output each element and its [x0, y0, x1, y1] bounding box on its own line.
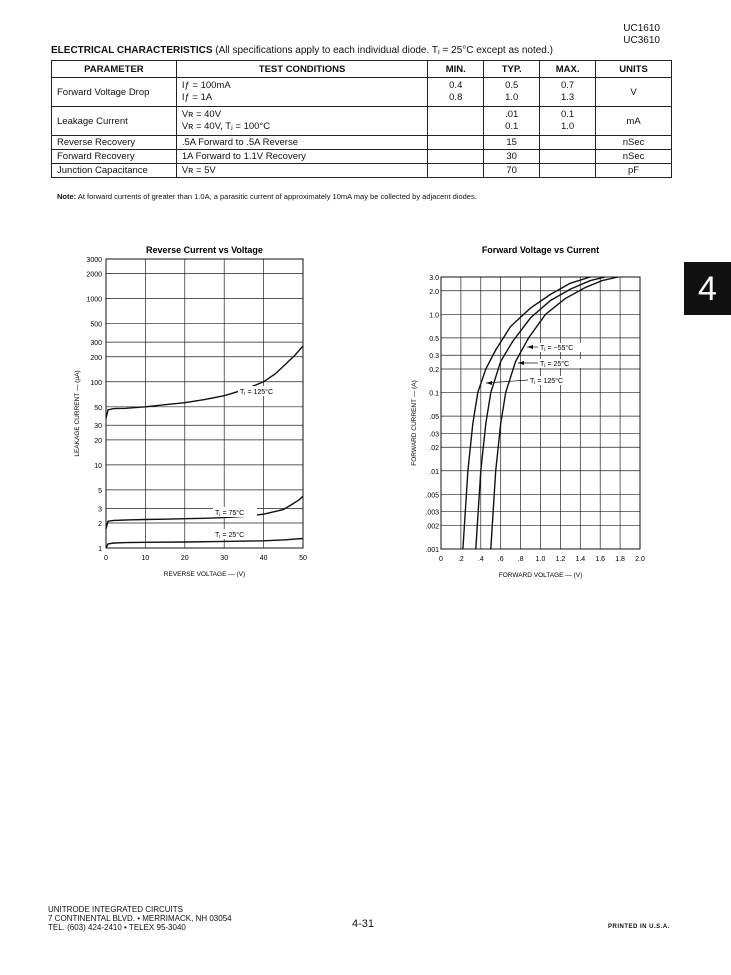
value-line: 0.8 — [449, 92, 463, 103]
condition-line: Vʀ = 40V, Tⱼ = 100°C — [181, 121, 271, 132]
reverse-chart-y-tick-label: 1 — [98, 546, 102, 553]
forward-chart-x-tick-label: .4 — [477, 556, 484, 563]
typ-cell: 30 — [484, 150, 540, 164]
conditions-cell: Vʀ = 5V — [176, 164, 427, 178]
forward-chart-y-tick-label: 1.0 — [429, 312, 439, 320]
reverse-chart-y-tick-label: 2 — [98, 520, 102, 528]
typ-cell — [484, 78, 540, 107]
forward-chart-arrow — [527, 345, 533, 349]
part-number-1: UC1610 — [623, 23, 660, 34]
reverse-chart-frame — [106, 259, 303, 548]
heading-bold: ELECTRICAL CHARACTERISTICS — [51, 45, 213, 56]
value-line: .01 — [505, 109, 519, 120]
part-numbers — [623, 23, 660, 47]
typ-cell — [484, 107, 540, 136]
reverse-chart-y-axis-label: LEAKAGE CURRENT — (µA) — [74, 370, 81, 457]
reverse-chart-y-tick-label: 2000 — [86, 271, 102, 279]
heading-rest: (All specifications apply to each individual diode. Tⱼ = 25°C except as noted.) — [212, 45, 553, 56]
forward-chart-arrow — [518, 361, 524, 365]
table-row — [52, 136, 672, 150]
reverse-chart-y-tick-label: 300 — [90, 340, 102, 348]
min-cell — [428, 107, 484, 136]
forward-chart-x-tick-label: .6 — [497, 556, 504, 563]
units-cell: nSec — [596, 136, 672, 150]
forward-chart-y-tick-label: 0.5 — [429, 335, 439, 343]
column-header: MIN. — [428, 61, 484, 78]
forward-chart-y-axis-label: FORWARD CURRENT — (A) — [411, 380, 418, 466]
column-header: MAX. — [540, 61, 596, 78]
forward-chart-y-tick-label: .02 — [429, 445, 439, 453]
typ-cell: 15 — [484, 136, 540, 150]
typ-cell: 70 — [484, 164, 540, 178]
parameter-cell: Junction Capacitance — [52, 164, 177, 178]
units-cell: V — [596, 78, 672, 107]
column-header: TYP. — [484, 61, 540, 78]
table-row — [52, 107, 672, 136]
forward-chart-label-leader — [486, 380, 528, 383]
reverse-chart-y-tick-label: 1000 — [86, 296, 102, 304]
forward-chart-x-tick-label: .8 — [517, 556, 524, 563]
table-row — [52, 150, 672, 164]
value-line: 0.4 — [449, 80, 463, 91]
forward-chart-y-tick-label: .002 — [425, 523, 439, 531]
forward-chart-series-label: Tⱼ = 125°C — [530, 378, 564, 385]
printed-in: PRINTED IN U.S.A. — [608, 924, 670, 930]
reverse-chart-x-tick-label: 40 — [259, 555, 268, 562]
reverse-chart-series-line — [106, 496, 303, 529]
reverse-chart-y-tick-label: 5 — [98, 487, 102, 495]
conditions-cell — [176, 78, 427, 107]
reverse-chart-y-tick-label: 100 — [90, 379, 102, 387]
condition-line: Iƒ = 100mA — [181, 80, 231, 91]
conditions-cell — [176, 107, 427, 136]
note-text: At forward currents of greater than 1.0A, a parasitic current of approximately 10mA may be collected by adjacent diodes. — [76, 192, 477, 201]
value-line: 1.0 — [505, 92, 519, 103]
footer-company — [48, 905, 232, 932]
forward-chart-x-tick-label: 1.6 — [595, 556, 606, 563]
section-heading — [51, 45, 553, 56]
condition-line: Iƒ = 1A — [181, 92, 213, 103]
forward-chart-series-label: Tⱼ = −55°C — [540, 345, 574, 352]
parameter-cell: Reverse Recovery — [52, 136, 177, 150]
reverse-chart-y-tick-label: 20 — [94, 437, 102, 445]
conditions-cell: .5A Forward to .5A Reverse — [176, 136, 427, 150]
condition-line: Vʀ = 40V — [181, 109, 222, 120]
forward-chart-x-tick-label: 1.4 — [575, 556, 586, 563]
table-row — [52, 164, 672, 178]
column-header: TEST CONDITIONS — [176, 61, 427, 78]
forward-chart-x-tick-label: 1.2 — [555, 556, 566, 563]
reverse-chart-y-tick-label: 500 — [90, 321, 102, 329]
parameter-cell: Forward Voltage Drop — [52, 78, 177, 107]
note-label: Note: — [57, 192, 77, 201]
forward-chart-series-label: Tⱼ = 25°C — [540, 361, 570, 368]
reverse-chart-x-tick-label: 0 — [104, 555, 108, 562]
units-cell: nSec — [596, 150, 672, 164]
forward-chart-y-tick-label: 0.1 — [429, 390, 439, 398]
footer-line: TEL. (603) 424-2410 • TELEX 95-3040 — [48, 923, 186, 932]
value-line: 0.1 — [505, 121, 519, 132]
forward-chart-arrow — [486, 381, 492, 385]
reverse-chart-y-tick-label: 3 — [98, 506, 102, 514]
value-line: 0.1 — [561, 109, 575, 120]
reverse-chart-x-axis-label: REVERSE VOLTAGE — (V) — [163, 571, 246, 578]
reverse-chart-y-tick-label: 30 — [94, 423, 102, 431]
forward-chart-x-tick-label: 2.0 — [635, 556, 645, 563]
conditions-cell: 1A Forward to 1.1V Recovery — [176, 150, 427, 164]
value-line: 0.7 — [561, 80, 575, 91]
reverse-chart-y-tick-label: 10 — [94, 462, 102, 470]
footer-line: 7 CONTINENTAL BLVD. • MERRIMACK, NH 03054 — [48, 914, 232, 923]
forward-chart-title: Forward Voltage vs Current — [481, 245, 600, 255]
min-cell — [428, 136, 484, 150]
units-cell: pF — [596, 164, 672, 178]
section-tab: 4 — [684, 262, 731, 315]
forward-chart-y-tick-label: 3.0 — [429, 275, 439, 282]
forward-chart-series-line — [491, 277, 618, 549]
reverse-chart-series-label: Tⱼ = 75°C — [215, 510, 245, 517]
parameter-cell: Forward Recovery — [52, 150, 177, 164]
forward-chart-y-tick-label: 0.2 — [429, 367, 439, 375]
forward-chart-y-tick-label: .001 — [425, 547, 439, 554]
forward-chart-x-tick-label: 1.0 — [535, 556, 546, 563]
reverse-chart-series-label: Tⱼ = 125°C — [240, 389, 274, 396]
reverse-chart-x-tick-label: 20 — [180, 555, 189, 562]
min-cell — [428, 164, 484, 178]
value-line: 0.5 — [505, 80, 519, 91]
reverse-chart-x-tick-label: 50 — [299, 555, 307, 562]
parameter-cell: Leakage Current — [52, 107, 177, 136]
forward-chart-x-tick-label: 0 — [439, 556, 443, 563]
reverse-chart-y-tick-label: 50 — [94, 404, 102, 412]
forward-chart-y-tick-label: .005 — [425, 492, 439, 500]
reverse-chart-x-tick-label: 30 — [220, 555, 229, 562]
forward-chart-y-tick-label: .03 — [429, 431, 439, 439]
reverse-chart-series-line — [106, 539, 303, 549]
forward-chart-series-line — [463, 277, 590, 549]
table-row — [52, 78, 672, 107]
forward-chart-y-tick-label: .05 — [429, 414, 439, 422]
charts-area — [0, 235, 731, 595]
value-line: 1.0 — [561, 121, 575, 132]
min-cell — [428, 78, 484, 107]
min-cell — [428, 150, 484, 164]
forward-chart-x-axis-label: FORWARD VOLTAGE — (V) — [498, 572, 583, 579]
forward-chart-y-tick-label: 0.3 — [429, 353, 439, 361]
column-header: UNITS — [596, 61, 672, 78]
max-cell — [540, 136, 596, 150]
column-header: PARAMETER — [52, 61, 177, 78]
forward-chart-y-tick-label: .003 — [425, 509, 439, 517]
reverse-chart-y-tick-label: 200 — [90, 354, 102, 362]
reverse-chart-x-tick-label: 10 — [141, 555, 150, 562]
reverse-chart-y-tick-label: 3000 — [86, 257, 102, 264]
part-number-2: UC3610 — [623, 35, 660, 46]
table-note — [57, 192, 477, 201]
reverse-chart-title: Reverse Current vs Voltage — [146, 245, 263, 255]
forward-chart-x-tick-label: .2 — [457, 556, 464, 563]
table-header-row — [52, 61, 672, 78]
max-cell — [540, 150, 596, 164]
electrical-characteristics-table — [51, 60, 672, 178]
max-cell — [540, 164, 596, 178]
forward-chart-y-tick-label: 2.0 — [429, 288, 439, 296]
reverse-chart-series-label: Tⱼ = 25°C — [215, 532, 245, 539]
units-cell: mA — [596, 107, 672, 136]
value-line: 1.3 — [561, 92, 575, 103]
max-cell — [540, 78, 596, 107]
page-number: 4-31 — [352, 918, 375, 930]
footer-line: UNITRODE INTEGRATED CIRCUITS — [48, 905, 183, 914]
forward-chart-x-tick-label: 1.8 — [615, 556, 625, 563]
forward-chart-y-tick-label: .01 — [429, 468, 439, 476]
max-cell — [540, 107, 596, 136]
